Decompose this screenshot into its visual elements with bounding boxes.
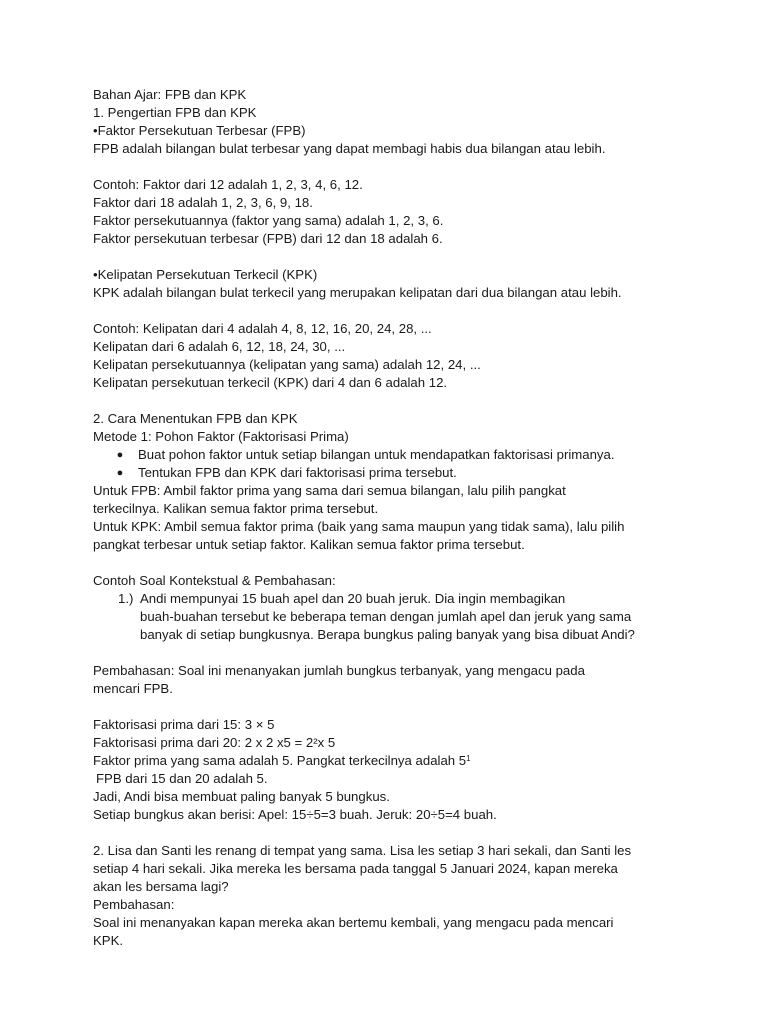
- kpk-rule-line: pangkat terbesar untuk setiap faktor. Kalikan semua faktor prima tersebut.: [93, 537, 525, 552]
- discussion-line: mencari FPB.: [93, 681, 173, 696]
- list-item-text: Tentukan FPB dan KPK dari faktorisasi prima tersebut.: [138, 465, 457, 480]
- spacer: [93, 698, 693, 716]
- method-heading: Metode 1: Pohon Faktor (Faktorisasi Prima): [93, 429, 349, 444]
- factorization-15: Faktorisasi prima dari 15: 3 × 5: [93, 717, 275, 732]
- fpb-rule-line: terkecilnya. Kalikan semua faktor prima tersebut.: [93, 501, 379, 516]
- fpb-example-line: Contoh: Faktor dari 12 adalah 1, 2, 3, 4, 6, 12.: [93, 177, 363, 192]
- question-number: 1.): [118, 591, 134, 606]
- fpb-heading: •Faktor Persekutuan Terbesar (FPB): [93, 123, 306, 138]
- examples-heading: Contoh Soal Kontekstual & Pembahasan:: [93, 573, 336, 588]
- discussion-line: Pembahasan: Soal ini menanyakan jumlah bungkus terbanyak, yang mengacu pada: [93, 663, 585, 678]
- document-title: Bahan Ajar: FPB dan KPK: [93, 87, 247, 102]
- spacer: [93, 302, 693, 320]
- package-contents: Setiap bungkus akan berisi: Apel: 15÷5=3 buah. Jeruk: 20÷5=4 buah.: [93, 807, 497, 822]
- list-item-text: Buat pohon faktor untuk setiap bilangan untuk mendapatkan faktorisasi primanya.: [138, 447, 615, 462]
- spacer: [93, 158, 693, 176]
- kpk-example-line: Contoh: Kelipatan dari 4 adalah 4, 8, 12, 16, 20, 24, 28, ...: [93, 321, 432, 336]
- list-item: [93, 446, 693, 464]
- fpb-result: FPB dari 15 dan 20 adalah 5.: [96, 771, 268, 786]
- section-1-heading: 1. Pengertian FPB dan KPK: [93, 105, 257, 120]
- spacer: [93, 824, 693, 842]
- fpb-rule-line: Untuk FPB: Ambil faktor prima yang sama dari semua bilangan, lalu pilih pangkat: [93, 483, 566, 498]
- fpb-example-line: Faktor dari 18 adalah 1, 2, 3, 6, 9, 18.: [93, 195, 313, 210]
- question-line: buah-buahan tersebut ke beberapa teman dengan jumlah apel dan jeruk yang sama: [140, 609, 632, 624]
- common-factor-text: Faktor prima yang sama adalah 5. Pangkat terkecilnya adalah 5: [93, 753, 467, 768]
- question-2-line: 2. Lisa dan Santi les renang di tempat yang sama. Lisa les setiap 3 hari sekali, dan Santi les: [93, 843, 632, 858]
- discussion-line: Soal ini menanyakan kapan mereka akan bertemu kembali, yang mengacu pada mencari: [93, 915, 614, 930]
- kpk-rule-line: Untuk KPK: Ambil semua faktor prima (baik yang sama maupun yang tidak sama), lalu pilih: [93, 519, 625, 534]
- spacer: [93, 392, 693, 410]
- kpk-example-line: Kelipatan dari 6 adalah 6, 12, 18, 24, 30, ...: [93, 339, 346, 354]
- question-1: [93, 590, 693, 644]
- common-factor-line: [93, 752, 693, 770]
- kpk-definition: KPK adalah bilangan bulat terkecil yang merupakan kelipatan dari dua bilangan atau lebih.: [93, 285, 622, 300]
- kpk-example-line: Kelipatan persekutuannya (kelipatan yang sama) adalah 12, 24, ...: [93, 357, 481, 372]
- factorization-20: Faktorisasi prima dari 20: 2 x 2 x5 = 2²x 5: [93, 735, 336, 750]
- exponent: 1: [466, 754, 471, 763]
- question-line: banyak di setiap bungkusnya. Berapa bungkus paling banyak yang bisa dibuat Andi?: [140, 627, 635, 642]
- spacer: [93, 644, 693, 662]
- document-page: [93, 86, 693, 950]
- discussion-label: Pembahasan:: [93, 897, 175, 912]
- spacer: [93, 554, 693, 572]
- question-line: Andi mempunyai 15 buah apel dan 20 buah jeruk. Dia ingin membagikan: [140, 591, 566, 606]
- bullet-icon: ●: [116, 467, 124, 479]
- question-2-line: setiap 4 hari sekali. Jika mereka les bersama pada tanggal 5 Januari 2024, kapan mereka: [93, 861, 618, 876]
- bullet-icon: ●: [116, 449, 124, 461]
- kpk-example-line: Kelipatan persekutuan terkecil (KPK) dari 4 dan 6 adalah 12.: [93, 375, 448, 390]
- kpk-heading: •Kelipatan Persekutuan Terkecil (KPK): [93, 267, 318, 282]
- fpb-definition: FPB adalah bilangan bulat terbesar yang dapat membagi habis dua bilangan atau lebih.: [93, 141, 606, 156]
- section-2-heading: 2. Cara Menentukan FPB dan KPK: [93, 411, 298, 426]
- fpb-example-line: Faktor persekutuannya (faktor yang sama) adalah 1, 2, 3, 6.: [93, 213, 444, 228]
- discussion-line: KPK.: [93, 933, 124, 948]
- spacer: [93, 248, 693, 266]
- fpb-example-line: Faktor persekutuan terbesar (FPB) dari 12 dan 18 adalah 6.: [93, 231, 443, 246]
- question-2-line: akan les bersama lagi?: [93, 879, 229, 894]
- list-item: [93, 464, 693, 482]
- conclusion: Jadi, Andi bisa membuat paling banyak 5 bungkus.: [93, 789, 390, 804]
